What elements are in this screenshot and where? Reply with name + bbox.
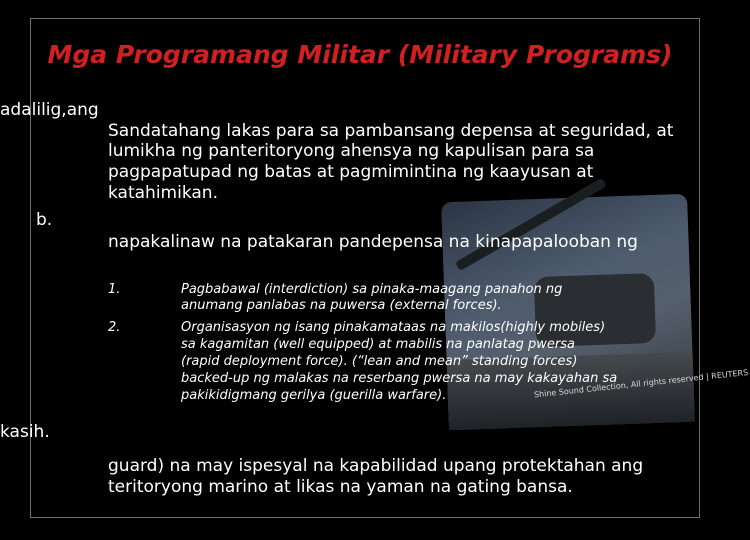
list-item-line: Pagbabawal (interdiction) sa pinaka-maagang panahon ng (181, 282, 563, 297)
list-item-line: pakikidigmang gerilya (guerilla warfare). (181, 388, 447, 403)
paragraph-3-line: guard) na may ispesyal na kapabilidad upang protektahan ang (108, 456, 644, 476)
paragraph-1-line: lumikha ng panteritoryong ahensya ng kapulisan para sa (108, 141, 595, 161)
clipped-text-left-1: adalilig,ang (0, 100, 99, 120)
list-item-number: 1. (108, 282, 121, 297)
paragraph-1-line: pagpapatupad ng batas at pagmimintina ng kaayusan at (108, 162, 594, 182)
paragraph-2: napakalinaw na patakaran pandepensa na kinapapalooban ng (108, 232, 638, 252)
paragraph-1-line: katahimikan. (108, 183, 218, 203)
photo-caption: Shine Sound Collection, All rights reserved | REUTERS (533, 367, 749, 400)
clipped-text-left-2: kasih. (0, 422, 50, 442)
list-item-line: backed-up ng malakas na reserbang pwersa na may kakayahan sa (181, 371, 618, 386)
list-item-line: sa kagamitan (well equipped) at mabilis na panlatag pwersa (181, 337, 576, 352)
list-item-line: Organisasyon ng isang pinakamataas na makilos(highly mobiles) (181, 320, 606, 335)
list-item-line: (rapid deployment force). (“lean and mean” standing forces) (181, 354, 578, 369)
slide-title: Mga Programang Militar (Military Programs) (47, 40, 673, 69)
list-item-number: 2. (108, 320, 121, 335)
paragraph-3-line: teritoryong marino at likas na yaman na gating bansa. (108, 477, 573, 497)
list-item-line: anumang panlabas na puwersa (external forces). (181, 298, 502, 313)
paragraph-1-line: Sandatahang lakas para sa pambansang depensa at seguridad, at (108, 121, 674, 141)
item-label-b: b. (36, 210, 53, 230)
